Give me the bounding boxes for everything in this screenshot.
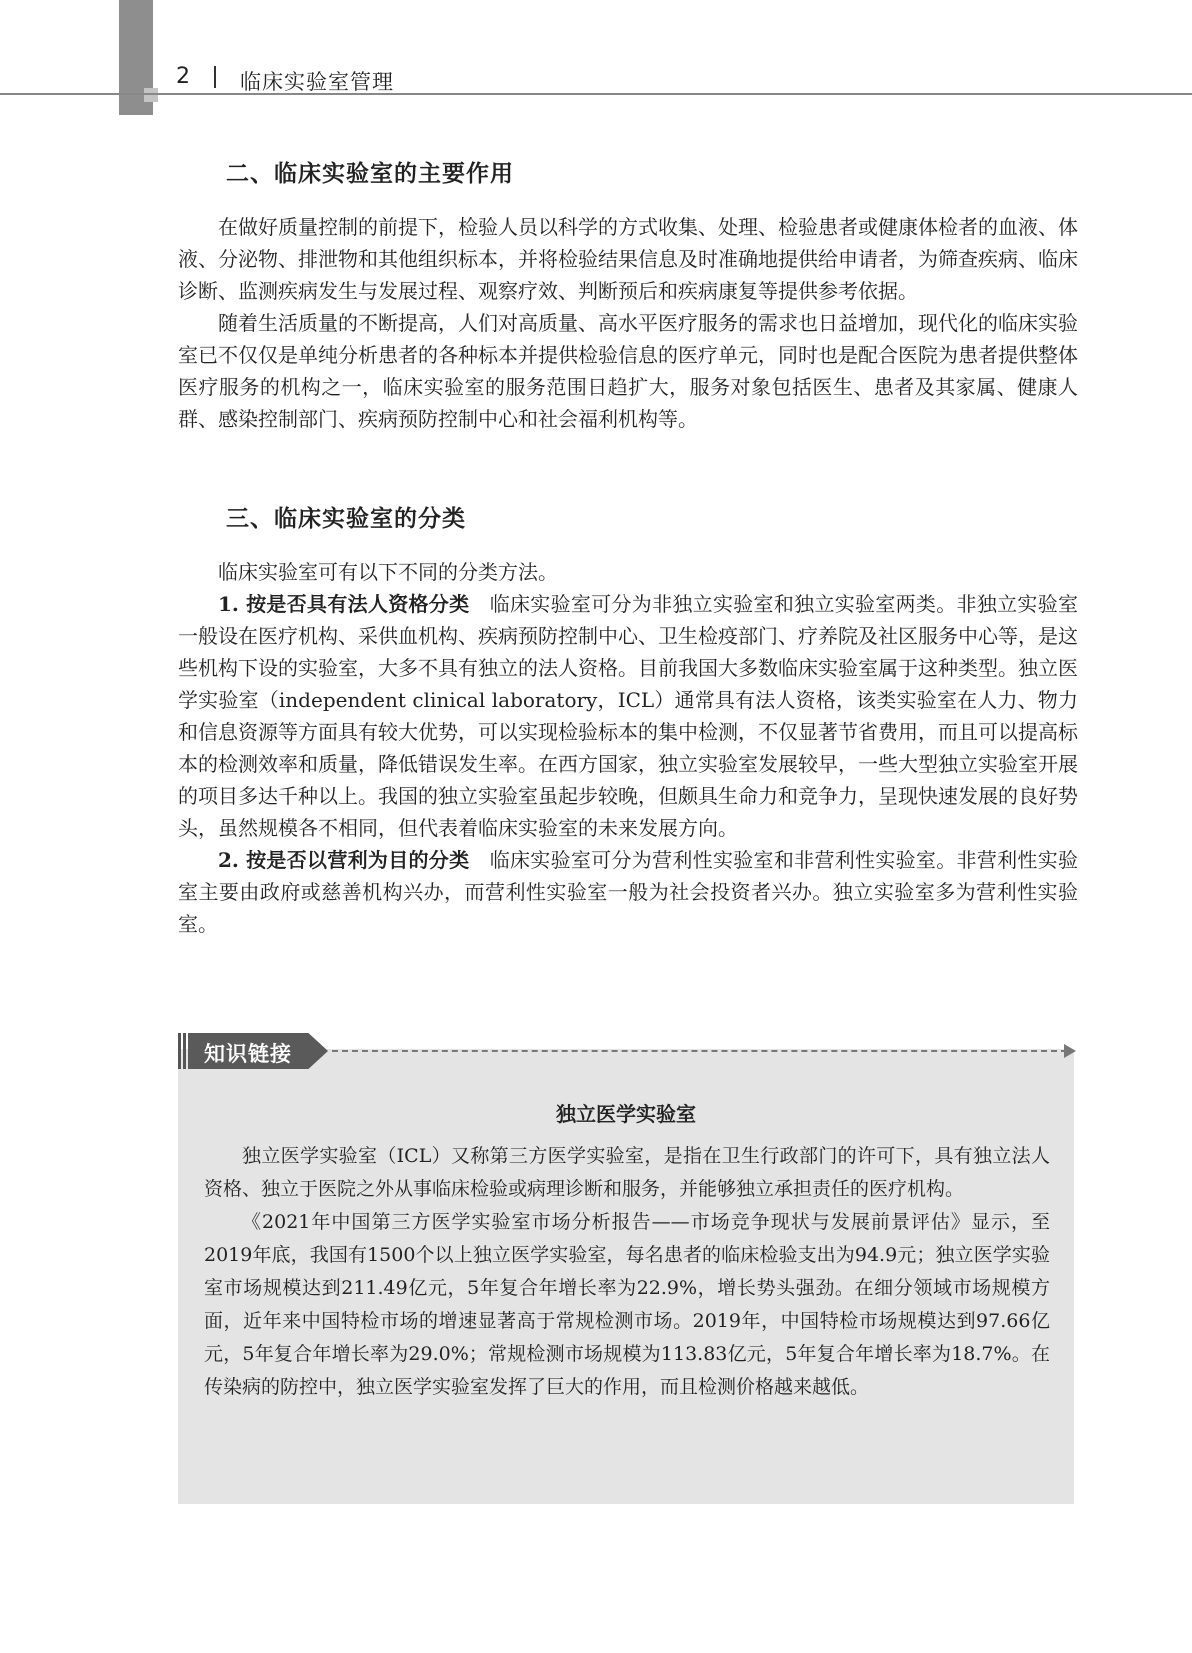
- section-classification-body: [178, 556, 1078, 940]
- paragraph-item-1: [178, 588, 1078, 844]
- knowledge-paragraph: 独立医学实验室（ICL）又称第三方医学实验室，是指在卫生行政部门的许可下，具有独立法人资格、独立于医院之外从事临床检验或病理诊断和服务，并能够独立承担责任的医疗机构。: [204, 1145, 1050, 1200]
- section-heading-roles: 二、临床实验室的主要作用: [226, 160, 514, 187]
- knowledge-link-label: [178, 1033, 328, 1069]
- header-rule: [0, 93, 1192, 95]
- paragraph-item-2: [178, 844, 1078, 940]
- knowledge-link-body: [204, 1140, 1050, 1404]
- paragraph: 在做好质量控制的前提下，检验人员以科学的方式收集、处理、检验患者或健康体检者的血液、体液、分泌物、排泄物和其他组织标本，并将检验结果信息及时准确地提供给申请者，为筛查疾病、临床诊断、监测疾病发生与发展过程、观察疗效、判断预后和疾病康复等提供参考依据。: [178, 215, 1078, 303]
- paragraph-intro: 临床实验室可有以下不同的分类方法。: [218, 560, 558, 584]
- knowledge-link-title: 独立医学实验室: [556, 1102, 696, 1126]
- dashed-arrow-line: [332, 1050, 1067, 1052]
- section-roles-body: [178, 211, 1078, 435]
- paragraph: 随着生活质量的不断提高，人们对高质量、高水平医疗服务的需求也日益增加，现代化的临床实验室已不仅仅是单纯分析患者的各种标本并提供检验信息的医疗单元，同时也是配合医院为患者提供整体医疗服务的机构之一，临床实验室的服务范围日趋扩大，服务对象包括医生、患者及其家属、健康人群、感染控制部门、疾病预防控制中心和社会福利机构等。: [178, 311, 1078, 431]
- item-1-title: 1. 按是否具有法人资格分类: [218, 592, 470, 616]
- knowledge-link-label-text: 知识链接: [204, 1042, 292, 1066]
- item-2-text: 临床实验室可分为营利性实验室和非营利性实验室。非营利性实验室主要由政府或慈善机构兴办，而营利性实验室一般为社会投资者兴办。独立实验室多为营利性实验室。: [178, 848, 1079, 936]
- item-2-title: 2. 按是否以营利为目的分类: [218, 848, 470, 872]
- page-number: 2: [176, 64, 190, 89]
- item-1-text: 临床实验室可分为非独立实验室和独立实验室两类。非独立实验室一般设在医疗机构、采供血机构、疾病预防控制中心、卫生检疫部门、疗养院及社区服务中心等，是这些机构下设的实验室，大多不具有独立的法人资格。目前我国大多数临床实验室属于这种类型。独立医学实验室（independent clinical laboratory，ICL）通常具有法人资格，该类实验室在人力、物力和信息资源等方面具有较大优势，可以实现检验标本的集中检测，不仅显著节省费用，而且可以提高标本的检测效率和质量，降低错误发生率。在西方国家，独立实验室发展较早，一些大型独立实验室开展的项目多达千种以上。我国的独立实验室虽起步较晚，但颇具生命力和竞争力，呈现快速发展的良好势头，虽然规模各不相同，但代表着临床实验室的未来发展方向。: [178, 592, 1079, 840]
- running-head: 临床实验室管理: [240, 70, 394, 94]
- section-heading-classification: 三、临床实验室的分类: [226, 505, 466, 532]
- page-tab-notch: [144, 88, 158, 102]
- header-separator: [214, 66, 216, 88]
- arrow-head-icon: [1064, 1044, 1076, 1058]
- knowledge-paragraph: 《2021年中国第三方医学实验室市场分析报告——市场竞争现状与发展前景评估》显示，至2019年底，我国有1500个以上独立医学实验室，每名患者的临床检验支出为94.9元；独立医学实验室市场规模达到211.49亿元，5年复合年增长率为22.9%，增长势头强劲。在细分领域市场规模方面，近年来中国特检市场的增速显著高于常规检测市场。2019年，中国特检市场规模达到97.66亿元，5年复合年增长率为29.0%；常规检测市场规模为113.83亿元，5年复合年增长率为18.7%。在传染病的防控中，独立医学实验室发挥了巨大的作用，而且检测价格越来越低。: [204, 1211, 1050, 1398]
